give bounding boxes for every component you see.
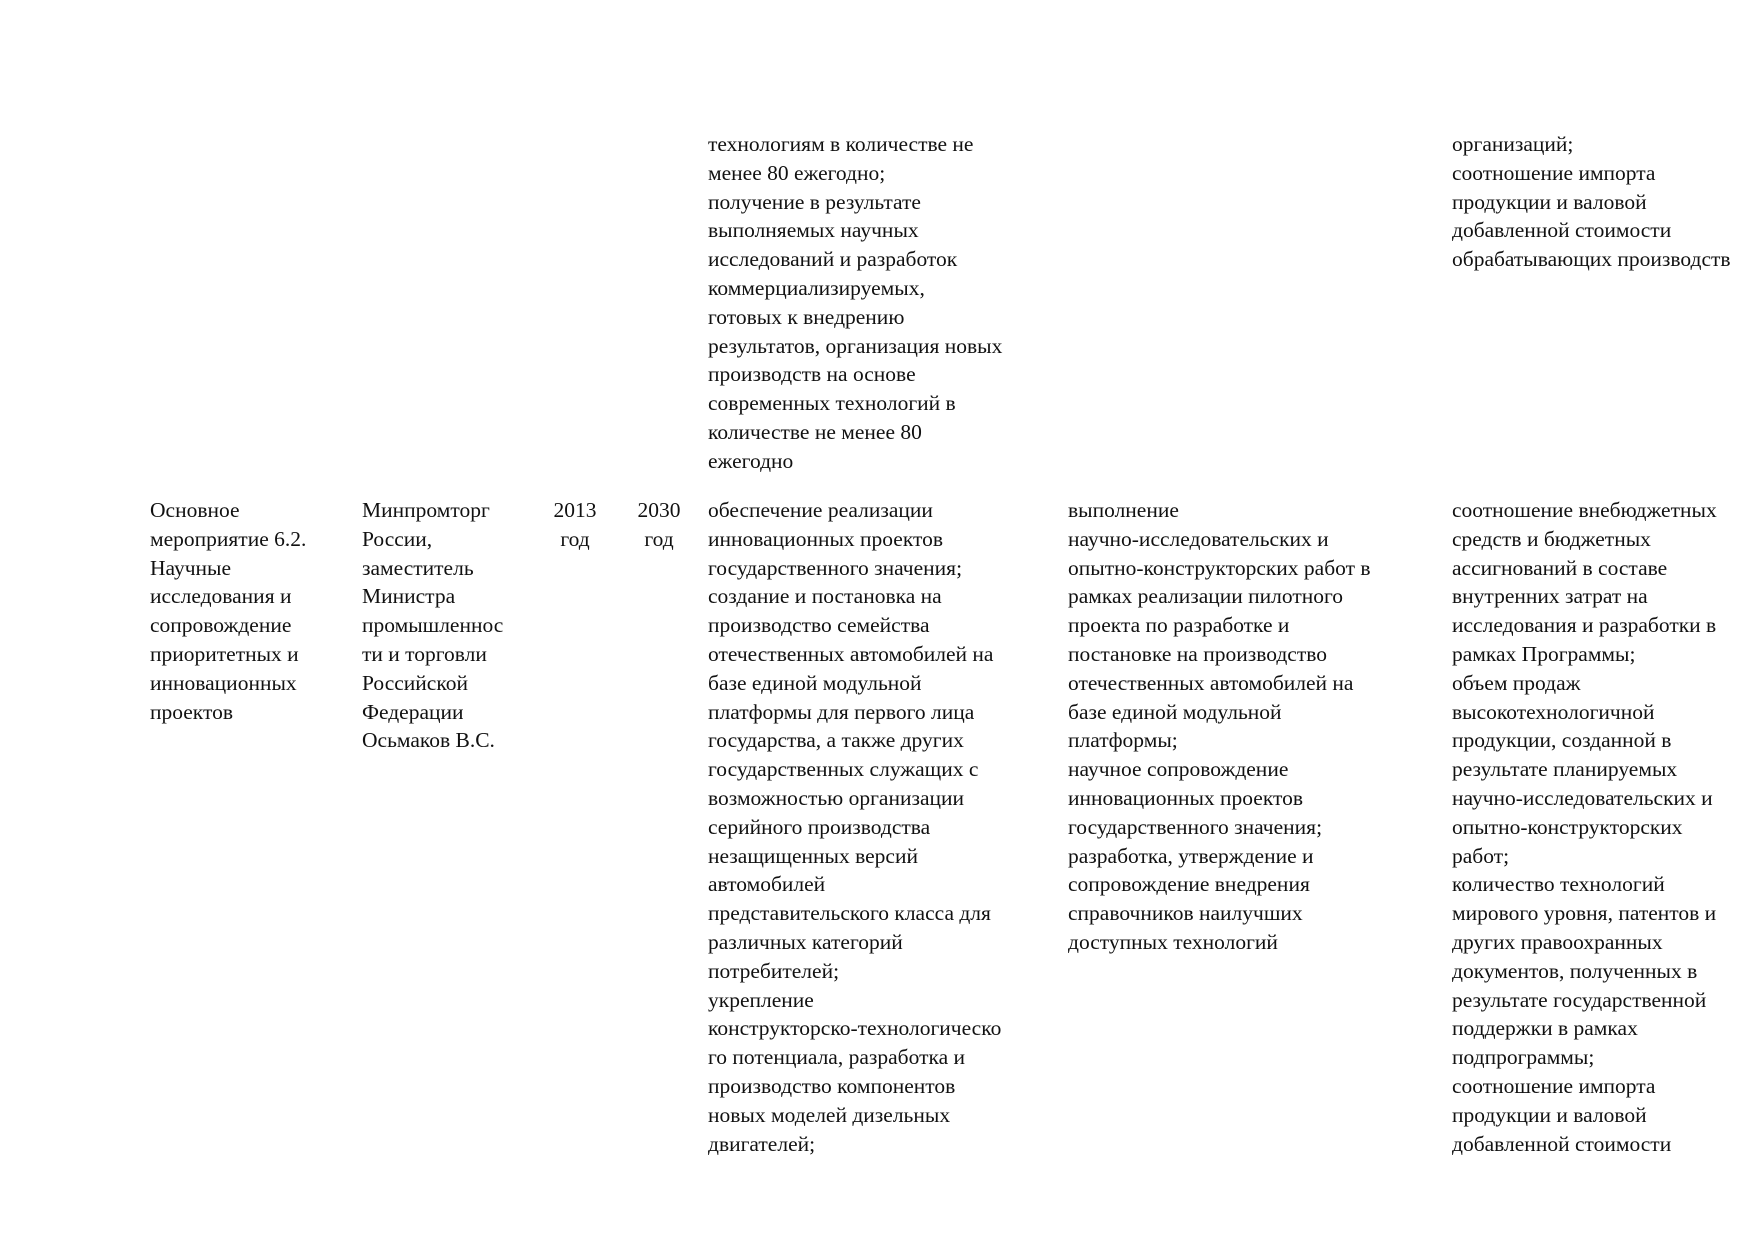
end-year-cell: 2030 год bbox=[637, 498, 681, 551]
directions-cell: выполнение научно-исследовательских и опытно-конструкторских работ в рамках реализации пилотного проекта по разработке и постановке на производство отечественных автомобилей на базе единой модульной платформы; научное сопровождение инновационных проектов государственного значения; разработка, утверждение и сопровождение внедрения справочников наилучших доступных технологий bbox=[1068, 498, 1371, 954]
indicators-cell: соотношение внебюджетных средств и бюджетных ассигнований в составе внутренних затрат на исследования и разработки в рамках Программы; объем продаж высокотехнологичной продукции, созданной в результате планируемых научно-исследовательских и опытно-конструкторских работ; количество технологий мирового уровня, патентов и других правоохранных документов, полученных в результате государственной поддержки в рамках подпрограммы; соотношение импорта продукции и валовой добавленной стоимости bbox=[1452, 498, 1717, 1156]
activity-cell: Основное мероприятие 6.2. Научные исследования и сопровождение приоритетных и инновационных проектов bbox=[150, 498, 307, 724]
responsible-cell: Минпромторг России, заместитель Министра промышленнос ти и торговли Российской Федерации Осьмаков В.С. bbox=[362, 498, 504, 753]
prev-row-results-cell: технологиям в количестве не менее 80 ежегодно; получение в результате выполняемых научных исследований и разработок коммерциализируемых, готовых к внедрению результатов, организация новых производств на основе современных технологий в количестве не менее 80 ежегодно bbox=[708, 132, 1003, 473]
start-year-cell: 2013 год bbox=[553, 498, 597, 551]
results-cell: обеспечение реализации инновационных проектов государственного значения; создание и постановка на производство семейства отечественных автомобилей на базе единой модульной платформы для первого лица государства, а также других государственных служащих с возможностью организации серийного производства незащищенных версий автомобилей представительского класса для различных категорий потребителей; укрепление конструкторско-технологическо го потенциала, разработка и производство компонентов новых моделей дизельных двигателей; bbox=[708, 498, 1002, 1156]
prev-row-indicators-cell: организаций; соотношение импорта продукции и валовой добавленной стоимости обрабатывающих производств bbox=[1452, 132, 1731, 272]
